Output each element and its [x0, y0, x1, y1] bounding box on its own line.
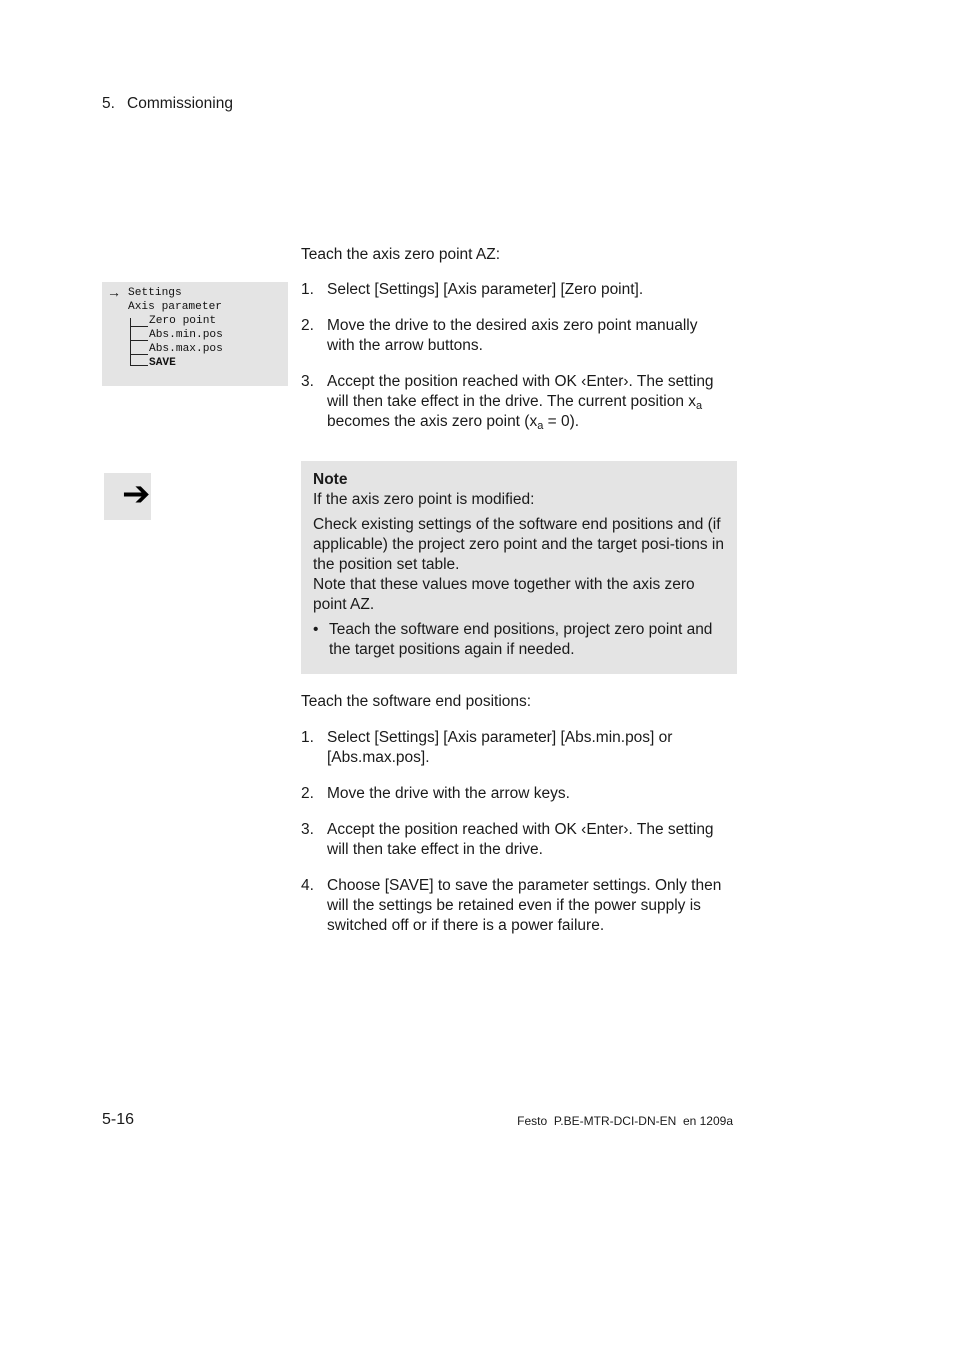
note-subtitle: If the axis zero point is modified: — [313, 491, 535, 508]
list-item: 3. Accept the position reached with OK ‹Enter›. The setting will then take effect in the drive. — [301, 821, 714, 858]
menu-abs-min-pos: Abs.min.pos — [149, 329, 223, 341]
arrow-right-icon: → — [107, 284, 121, 300]
list-item: 1. Select [Settings] [Axis parameter] [Zero point]. — [301, 281, 644, 298]
note-paragraph: Note that these values move together with the axis zero point AZ. — [313, 576, 695, 613]
note-bullet: • Teach the software end positions, project zero point and the target positions again if needed. — [313, 621, 713, 658]
menu-save: SAVE — [149, 357, 176, 369]
document-id: Festo P.BE-MTR-DCI-DN-EN en 1209a — [517, 1114, 733, 1128]
note-title: Note — [313, 471, 348, 488]
list-item: 1. Select [Settings] [Axis parameter] [Abs.min.pos] or [Abs.max.pos]. — [301, 729, 673, 766]
note-arrow-icon: ➔ — [122, 475, 151, 513]
chapter-number: 5. — [102, 95, 115, 112]
menu-settings: Settings — [128, 287, 182, 299]
menu-tree-panel — [102, 282, 288, 386]
list-item: 2. Move the drive to the desired axis zero point manually with the arrow buttons. — [301, 317, 698, 354]
list-item: 3. Accept the position reached with OK ‹Enter›. The setting will then take effect in the drive. The current position $x_a$ becomes the axis zero point $(x_a = 0)$. — [301, 373, 714, 432]
tree-branch — [130, 354, 148, 355]
menu-abs-max-pos: Abs.max.pos — [149, 343, 223, 355]
menu-axis-parameter: Axis parameter — [128, 301, 222, 313]
menu-zero-point: Zero point — [149, 315, 217, 327]
list-item: 4. Choose [SAVE] to save the parameter settings. Only then will the settings be retained even if the power supply is switched off or if there is a power failure. — [301, 877, 722, 934]
list-item: 2. Move the drive with the arrow keys. — [301, 785, 570, 802]
tree-branch — [130, 340, 148, 341]
tree-branch — [130, 326, 148, 327]
page-header — [102, 95, 233, 113]
note-icon-panel — [104, 473, 151, 520]
section2-intro: Teach the software end positions: — [301, 693, 532, 710]
chapter-title: Commissioning — [127, 95, 233, 112]
section1-intro: Teach the axis zero point AZ: — [301, 246, 501, 263]
note-box — [301, 461, 737, 674]
tree-branch — [130, 365, 148, 366]
note-paragraph: Check existing settings of the software end positions and (if applicable) the project zero point and the target posi-tions in the position set table. — [313, 516, 724, 573]
page-number: 5-16 — [102, 1111, 135, 1128]
